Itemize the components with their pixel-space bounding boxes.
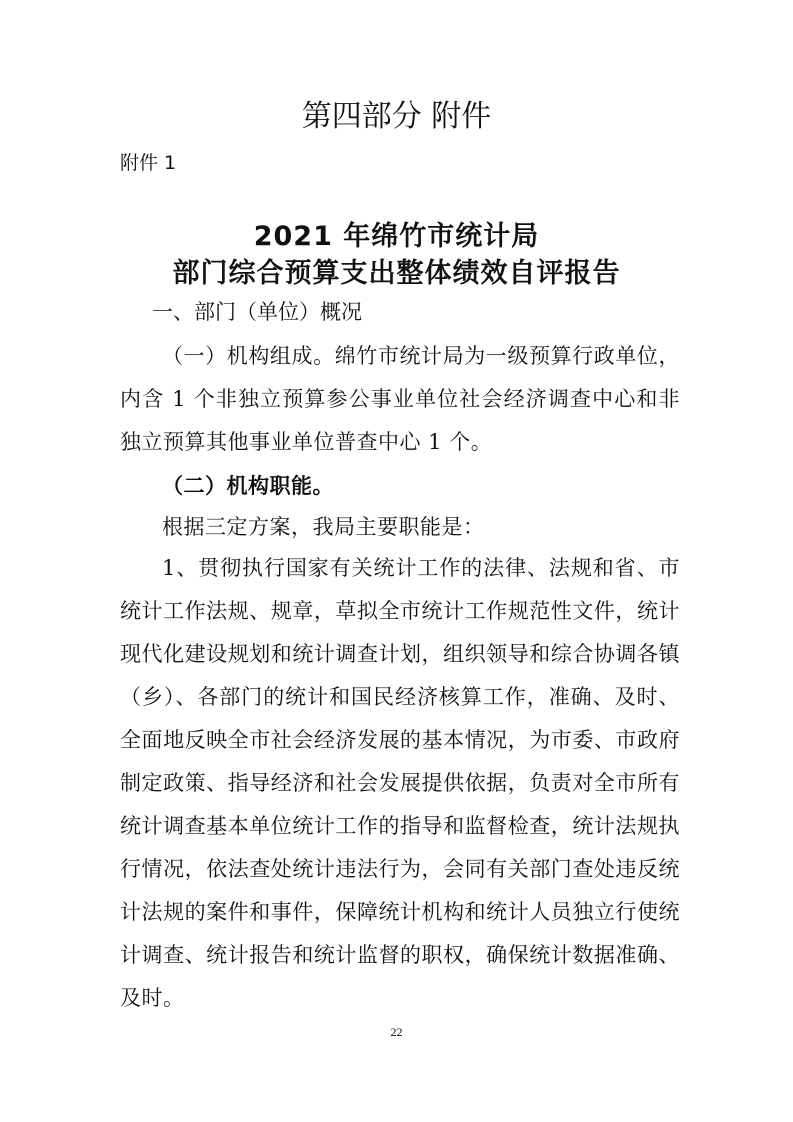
report-title-line1: 2021 年绵竹市统计局 bbox=[253, 221, 540, 252]
subheading-functions: （二）机构职能。 bbox=[162, 474, 334, 498]
page-number: 22 bbox=[390, 1025, 403, 1039]
paragraph-org-structure: （一）机构组成。绵竹市统计局为一级预算行政单位，内含 1 个非独立预算参公事业单位社会经济调查中心和非独立预算其他事业单位普查中心 1 个。 bbox=[120, 344, 680, 454]
section-heading-overview: 一、部门（单位）概况 bbox=[152, 300, 362, 324]
report-title-line2: 部门综合预算支出整体绩效自评报告 bbox=[172, 258, 621, 289]
part-title: 第四部分 附件 bbox=[301, 99, 492, 134]
paragraph-functions-intro: 根据三定方案，我局主要职能是： bbox=[162, 515, 485, 539]
attachment-label: 附件 1 bbox=[120, 152, 177, 174]
paragraph-function-1: 1、贯彻执行国家有关统计工作的法律、法规和省、市统计工作法规、规章，草拟全市统计工作规范性文件，统计现代化建设规划和统计调查计划，组织领导和综合协调各镇（乡）、各部门的统计和国民经济核算工作，准确、及时、全面地反映全市社会经济发展的基本情况，为市委、市政府制定政策、指导经济和社会发展提供依据，负责对全市所有统计调查基本单位统计工作的指导和监督检查，统计法规执行情况，依法查处统计违法行为，会同有关部门查处违反统计法规的案件和事件，保障统计机构和统计人员独立行使统计调查、统计报告和统计监督的职权，确保统计数据准确、及时。 bbox=[120, 556, 680, 1010]
